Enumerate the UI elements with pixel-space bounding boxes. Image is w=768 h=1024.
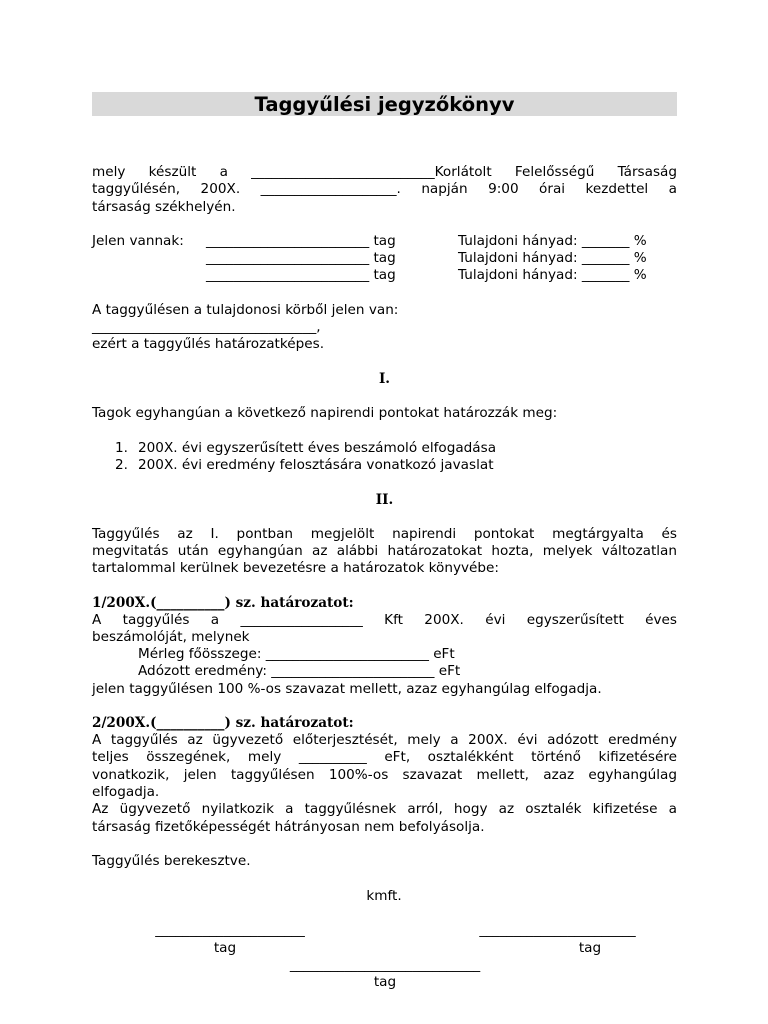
resolution-2-line-1: A taggyűlés az ügyvezető előterjesztését, mely a 200X. évi adózott eredmény	[92, 732, 677, 748]
attendee-name-2: ________________________ tag	[206, 250, 396, 266]
resolution-1-line-2: beszámolóját, melynek	[92, 629, 250, 645]
resolution-2-line-4: elfogadja.	[92, 784, 160, 800]
section-1-heading: I.	[378, 371, 391, 387]
resolution-2-line-2: teljes összegének, mely __________ eFt, osztalékként történő kifizetésére	[92, 749, 677, 765]
section-2-heading: II.	[375, 492, 394, 508]
signature-label-left: tag	[213, 940, 237, 956]
quorum-line-1: A taggyűlésen a tulajdonosi körből jelen van:	[92, 302, 399, 318]
attendee-share-3: Tulajdoni hányad: _______ %	[458, 267, 647, 283]
section-2-line-1: Taggyűlés az I. pontban megjelölt napirendi pontokat megtárgyalta és	[92, 526, 677, 542]
resolution-2-heading: 2/200X.(__________) sz. határozatot:	[92, 715, 354, 731]
intro-line-1: mely készült a ___________________________Korlátolt Felelősségű Társaság	[92, 164, 677, 180]
resolution-1-line-3: jelen taggyűlésen 100 %-os szavazat mellett, azaz egyhangúlag elfogadja.	[92, 681, 602, 697]
attendee-share-1: Tulajdoni hányad: _______ %	[458, 233, 647, 249]
attendee-share-2: Tulajdoni hányad: _______ %	[458, 250, 647, 266]
section-1-text: Tagok egyhangúan a következő napirendi pontokat határozzák meg:	[92, 405, 558, 421]
net-profit: Adózott eredmény: ________________________ eFt	[138, 663, 461, 679]
agenda-item-1-number: 1.	[115, 440, 128, 456]
signature-label-right: tag	[578, 940, 602, 956]
signature-label-bottom: tag	[373, 974, 397, 990]
resolution-2-line-5: Az ügyvezető nyilatkozik a taggyűlésnek arról, hogy az osztalék kifizetése a	[92, 801, 677, 817]
attendance-label: Jelen vannak:	[92, 233, 184, 249]
resolution-1-line-1: A taggyűlés a __________________ Kft 200X. évi egyszerűsített éves	[92, 612, 677, 628]
agenda-item-2-text: 200X. évi eredmény felosztására vonatkozó javaslat	[138, 457, 494, 473]
page-title: Taggyűlési jegyzőkönyv	[254, 93, 515, 116]
signature-line-bottom: ____________________________	[289, 957, 481, 973]
section-2-line-3: tartalommal kerülnek bevezetésre a határozatok könyvébe:	[92, 560, 499, 576]
section-2-line-2: megvitatás után egyhangúan az alábbi határozatokat hozta, melyek változatlan	[92, 543, 677, 559]
resolution-1-heading: 1/200X.(__________) sz. határozatot:	[92, 595, 354, 611]
resolution-2-line-6: társaság fizetőképességét hátrányosan nem befolyásolja.	[92, 819, 485, 835]
quorum-line-2: _________________________________,	[92, 319, 321, 335]
signature-line-left: ______________________	[155, 922, 305, 938]
intro-line-2: taggyűlésén, 200X. ____________________. napján 9:00 órai kezdettel a	[92, 181, 677, 197]
attendee-name-3: ________________________ tag	[206, 267, 396, 283]
closing-text: Taggyűlés berekesztve.	[92, 853, 251, 869]
intro-line-3: társaság székhelyén.	[92, 199, 236, 215]
attendee-name-1: ________________________ tag	[206, 233, 396, 249]
kmft-text: kmft.	[366, 888, 402, 904]
resolution-2-line-3: vonatkozik, jelen taggyűlésen 100%-os szavazat mellett, azaz egyhangúlag	[92, 767, 677, 783]
balance-sheet-total: Mérleg főösszege: ________________________ eFt	[138, 646, 455, 662]
agenda-item-1-text: 200X. évi egyszerűsített éves beszámoló elfogadása	[138, 440, 497, 456]
signature-line-right: _______________________	[479, 922, 636, 938]
agenda-item-2-number: 2.	[115, 457, 128, 473]
quorum-line-3: ezért a taggyűlés határozatképes.	[92, 336, 325, 352]
